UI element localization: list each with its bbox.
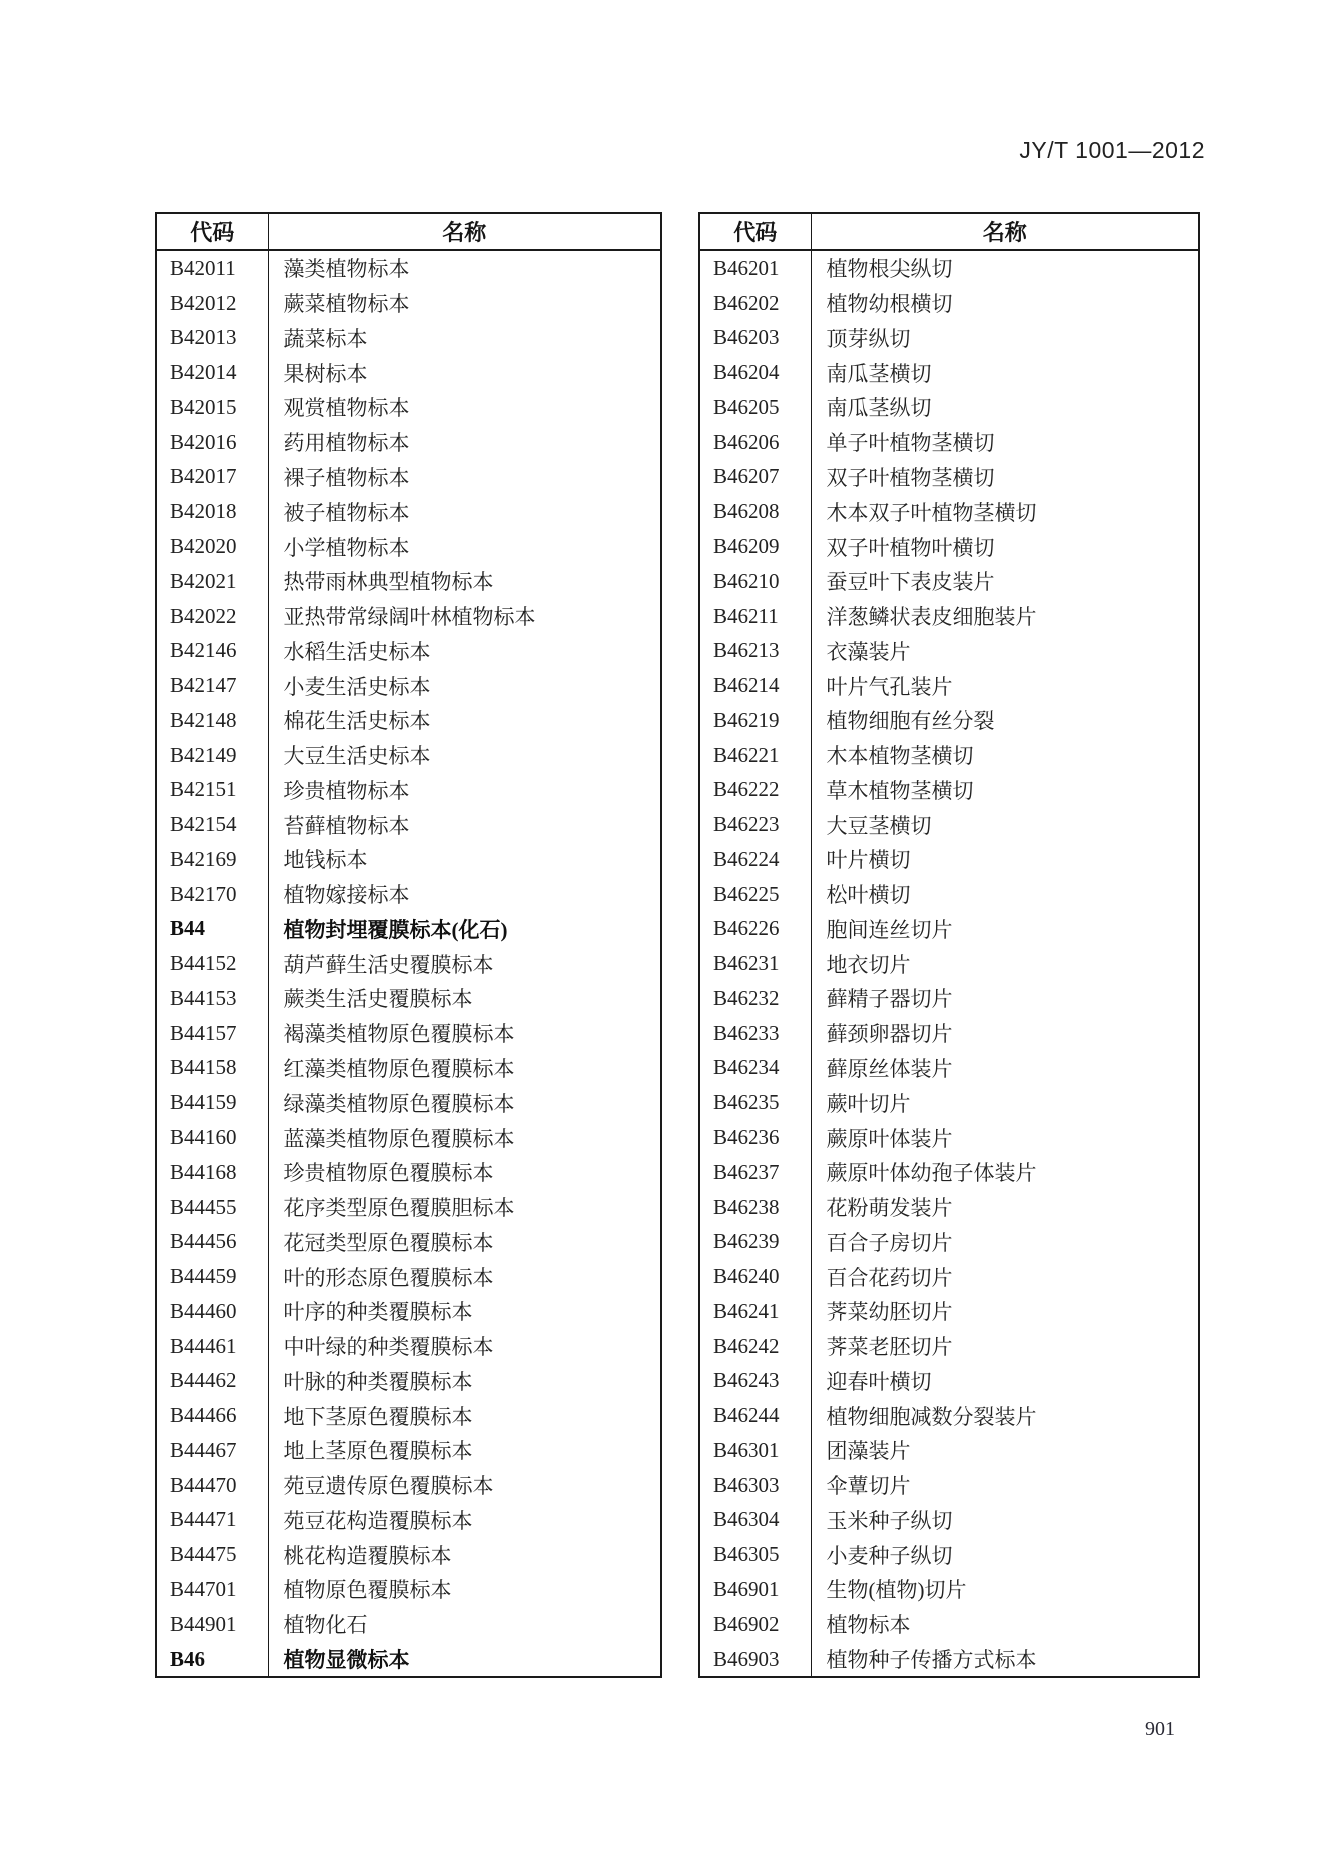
name-cell: 植物细胞有丝分裂 (826, 709, 995, 734)
name-cell: 小麦种子纵切 (826, 1543, 953, 1568)
table-row (156, 529, 661, 564)
code-cell: B42022 (156, 599, 268, 634)
table-row (699, 286, 1199, 321)
name-cell: 叶序的种类覆膜标本 (283, 1300, 473, 1325)
table-row (156, 946, 661, 981)
name-cell: 植物根尖纵切 (826, 257, 953, 282)
code-cell: B44168 (156, 1155, 268, 1190)
name-cell: 南瓜茎纵切 (826, 396, 932, 421)
code-cell: B44 (156, 912, 268, 947)
name-cell: 小麦生活史标本 (283, 674, 431, 699)
name-cell: 木本双子叶植物茎横切 (826, 500, 1037, 525)
table-row (156, 1085, 661, 1120)
table-row (699, 1294, 1199, 1329)
table-row (156, 668, 661, 703)
name-cell: 蔬菜标本 (283, 326, 368, 351)
code-cell: B46240 (699, 1259, 811, 1294)
code-cell: B46213 (699, 633, 811, 668)
code-cell: B46233 (699, 1016, 811, 1051)
table-row (699, 1537, 1199, 1572)
table-row (156, 1503, 661, 1538)
table-row (699, 877, 1199, 912)
table-row (699, 1468, 1199, 1503)
table-row (156, 981, 661, 1016)
code-cell: B46232 (699, 981, 811, 1016)
name-cell: 藓原丝体装片 (826, 1056, 953, 1081)
table-row (156, 494, 661, 529)
code-column-header: 代码 (699, 213, 811, 250)
code-cell: B46204 (699, 355, 811, 390)
table-row (699, 1120, 1199, 1155)
table-row (699, 1433, 1199, 1468)
code-cell: B44459 (156, 1259, 268, 1294)
code-cell: B46211 (699, 599, 811, 634)
name-column-header: 名称 (811, 213, 1199, 250)
table-row (156, 1607, 661, 1642)
code-cell: B42020 (156, 529, 268, 564)
name-cell: 地钱标本 (283, 848, 368, 873)
table-row (156, 1398, 661, 1433)
table-row (699, 807, 1199, 842)
table-row (156, 425, 661, 460)
code-cell: B42149 (156, 738, 268, 773)
code-cell: B42146 (156, 633, 268, 668)
table-row (699, 1503, 1199, 1538)
table-row (699, 1329, 1199, 1364)
name-cell: 地上茎原色覆膜标本 (283, 1439, 473, 1464)
table-row (699, 703, 1199, 738)
table-row (699, 355, 1199, 390)
table-row (156, 807, 661, 842)
code-cell: B46242 (699, 1329, 811, 1364)
code-cell: B44159 (156, 1085, 268, 1120)
name-cell: 红藻类植物原色覆膜标本 (283, 1056, 515, 1081)
table-row (156, 1572, 661, 1607)
table-row (699, 1085, 1199, 1120)
name-cell: 生物(植物)切片 (826, 1578, 967, 1603)
name-cell: 松叶横切 (826, 883, 911, 908)
name-cell: 单子叶植物茎横切 (826, 431, 995, 456)
code-cell: B44153 (156, 981, 268, 1016)
code-cell: B46243 (699, 1364, 811, 1399)
name-cell: 葫芦藓生活史覆膜标本 (283, 952, 494, 977)
code-cell: B44470 (156, 1468, 268, 1503)
code-cell: B42012 (156, 286, 268, 321)
name-cell: 百合花药切片 (826, 1265, 953, 1290)
name-cell: 地衣切片 (826, 952, 911, 977)
code-cell: B42151 (156, 772, 268, 807)
table-row (156, 1155, 661, 1190)
table-row (699, 772, 1199, 807)
table-row (156, 772, 661, 807)
name-cell: 被子植物标本 (283, 500, 410, 525)
table-row (156, 1364, 661, 1399)
table-row (156, 1433, 661, 1468)
code-cell: B46209 (699, 529, 811, 564)
table-row (699, 564, 1199, 599)
name-cell: 苑豆花构造覆膜标本 (283, 1508, 473, 1533)
table-row (699, 529, 1199, 564)
name-cell: 植物封埋覆膜标本(化石) (283, 917, 508, 942)
name-cell: 迎春叶横切 (826, 1369, 932, 1394)
name-cell: 百合子房切片 (826, 1230, 953, 1255)
table-row (156, 564, 661, 599)
name-cell: 团藻装片 (826, 1439, 911, 1464)
table-row (156, 703, 661, 738)
code-cell: B42013 (156, 321, 268, 356)
table-row (156, 1468, 661, 1503)
name-cell: 褐藻类植物原色覆膜标本 (283, 1022, 515, 1047)
code-cell: B46236 (699, 1120, 811, 1155)
name-cell: 顶芽纵切 (826, 326, 911, 351)
name-cell: 衣藻装片 (826, 639, 911, 664)
table-row (699, 1259, 1199, 1294)
code-cell: B46208 (699, 494, 811, 529)
code-cell: B44157 (156, 1016, 268, 1051)
table-row (699, 1224, 1199, 1259)
code-cell: B44462 (156, 1364, 268, 1399)
code-cell: B44160 (156, 1120, 268, 1155)
code-cell: B46226 (699, 912, 811, 947)
code-cell: B46 (156, 1642, 268, 1678)
table-row (699, 494, 1199, 529)
name-cell: 荠菜老胚切片 (826, 1335, 953, 1360)
table-row (156, 912, 661, 947)
name-cell: 草木植物茎横切 (826, 778, 974, 803)
name-cell: 叶片横切 (826, 848, 911, 873)
name-cell: 热带雨林典型植物标本 (283, 570, 494, 595)
table-row (699, 738, 1199, 773)
table-row (156, 1051, 661, 1086)
code-cell: B46901 (699, 1572, 811, 1607)
table-row (156, 842, 661, 877)
code-cell: B42014 (156, 355, 268, 390)
table-row (156, 321, 661, 356)
code-cell: B44467 (156, 1433, 268, 1468)
code-cell: B44475 (156, 1537, 268, 1572)
name-cell: 植物显微标本 (283, 1648, 410, 1672)
code-table-right (698, 212, 1200, 1678)
code-cell: B44158 (156, 1051, 268, 1086)
name-cell: 蕨原叶体装片 (826, 1126, 953, 1151)
name-cell: 苑豆遗传原色覆膜标本 (283, 1474, 494, 1499)
code-cell: B46239 (699, 1224, 811, 1259)
code-cell: B42148 (156, 703, 268, 738)
name-cell: 蕨类生活史覆膜标本 (283, 987, 473, 1012)
table-row (156, 633, 661, 668)
page-number: 901 (1145, 1718, 1175, 1740)
code-cell: B42169 (156, 842, 268, 877)
table-row (156, 390, 661, 425)
code-cell: B46206 (699, 425, 811, 460)
name-cell: 伞蕈切片 (826, 1474, 911, 1499)
code-cell: B46219 (699, 703, 811, 738)
code-column-header: 代码 (156, 213, 268, 250)
table-row (156, 1190, 661, 1225)
code-cell: B46222 (699, 772, 811, 807)
table-row (156, 1294, 661, 1329)
table-row (699, 250, 1199, 286)
code-cell: B42021 (156, 564, 268, 599)
code-table-left (155, 212, 662, 1678)
code-cell: B46235 (699, 1085, 811, 1120)
name-cell: 水稻生活史标本 (283, 639, 431, 664)
code-cell: B44701 (156, 1572, 268, 1607)
table-row (156, 460, 661, 495)
code-cell: B42011 (156, 250, 268, 286)
name-cell: 观赏植物标本 (283, 396, 410, 421)
name-cell: 蕨叶切片 (826, 1091, 911, 1116)
code-cell: B46205 (699, 390, 811, 425)
name-cell: 双子叶植物茎横切 (826, 465, 995, 490)
table-row (699, 1572, 1199, 1607)
table-row (699, 946, 1199, 981)
code-cell: B46221 (699, 738, 811, 773)
code-cell: B46237 (699, 1155, 811, 1190)
code-cell: B46203 (699, 321, 811, 356)
code-cell: B46225 (699, 877, 811, 912)
code-cell: B44901 (156, 1607, 268, 1642)
table-row (156, 599, 661, 634)
name-cell: 果树标本 (283, 361, 368, 386)
name-cell: 蕨原叶体幼孢子体装片 (826, 1161, 1037, 1186)
name-cell: 木本植物茎横切 (826, 744, 974, 769)
code-cell: B46223 (699, 807, 811, 842)
name-cell: 胞间连丝切片 (826, 917, 953, 942)
name-cell: 地下茎原色覆膜标本 (283, 1404, 473, 1429)
table-row (156, 1259, 661, 1294)
code-cell: B44456 (156, 1224, 268, 1259)
name-cell: 藻类植物标本 (283, 257, 410, 282)
code-cell: B42016 (156, 425, 268, 460)
name-cell: 花冠类型原色覆膜标本 (283, 1230, 494, 1255)
standard-number-header: JY/T 1001—2012 (1019, 137, 1205, 163)
table-row (699, 842, 1199, 877)
name-cell: 植物化石 (283, 1613, 368, 1638)
table-row (699, 425, 1199, 460)
table-row (699, 1607, 1199, 1642)
name-cell: 大豆茎横切 (826, 813, 932, 838)
table-row (699, 599, 1199, 634)
code-cell: B42154 (156, 807, 268, 842)
name-column-header: 名称 (268, 213, 661, 250)
code-cell: B42017 (156, 460, 268, 495)
code-cell: B46214 (699, 668, 811, 703)
table-row (156, 1224, 661, 1259)
code-cell: B46238 (699, 1190, 811, 1225)
name-cell: 荠菜幼胚切片 (826, 1300, 953, 1325)
name-cell: 藓颈卵器切片 (826, 1022, 953, 1047)
name-cell: 蚕豆叶下表皮装片 (826, 570, 995, 595)
table-row (156, 286, 661, 321)
table-header-row (699, 213, 1199, 250)
name-cell: 植物种子传播方式标本 (826, 1648, 1037, 1672)
table-row (156, 1016, 661, 1051)
code-cell: B42170 (156, 877, 268, 912)
code-cell: B46234 (699, 1051, 811, 1086)
name-cell: 洋葱鳞状表皮细胞装片 (826, 605, 1037, 630)
name-cell: 植物原色覆膜标本 (283, 1578, 452, 1603)
table-row (156, 250, 661, 286)
code-cell: B46304 (699, 1503, 811, 1538)
table-row (156, 355, 661, 390)
table-row (156, 1537, 661, 1572)
table-row (699, 1016, 1199, 1051)
table-row (156, 738, 661, 773)
name-cell: 花序类型原色覆膜胆标本 (283, 1196, 515, 1221)
name-cell: 小学植物标本 (283, 535, 410, 560)
name-cell: 亚热带常绿阔叶林植物标本 (283, 605, 536, 630)
code-cell: B44466 (156, 1398, 268, 1433)
table-row (699, 390, 1199, 425)
code-cell: B46231 (699, 946, 811, 981)
name-cell: 叶的形态原色覆膜标本 (283, 1265, 494, 1290)
table-row (699, 912, 1199, 947)
name-cell: 植物嫁接标本 (283, 883, 410, 908)
table-row (699, 668, 1199, 703)
code-cell: B46210 (699, 564, 811, 599)
name-cell: 叶脉的种类覆膜标本 (283, 1369, 473, 1394)
name-cell: 植物幼根横切 (826, 292, 953, 317)
code-cell: B46241 (699, 1294, 811, 1329)
name-cell: 双子叶植物叶横切 (826, 535, 995, 560)
table-row (156, 1329, 661, 1364)
name-cell: 苔藓植物标本 (283, 813, 410, 838)
name-cell: 花粉萌发装片 (826, 1196, 953, 1221)
name-cell: 桃花构造覆膜标本 (283, 1543, 452, 1568)
code-cell: B46303 (699, 1468, 811, 1503)
code-cell: B46202 (699, 286, 811, 321)
name-cell: 棉花生活史标本 (283, 709, 431, 734)
code-cell: B46207 (699, 460, 811, 495)
name-cell: 蓝藻类植物原色覆膜标本 (283, 1126, 515, 1151)
table-row (699, 460, 1199, 495)
name-cell: 珍贵植物原色覆膜标本 (283, 1161, 494, 1186)
code-cell: B42015 (156, 390, 268, 425)
code-cell: B44461 (156, 1329, 268, 1364)
table-row (699, 1051, 1199, 1086)
name-cell: 大豆生活史标本 (283, 744, 431, 769)
name-cell: 珍贵植物标本 (283, 778, 410, 803)
name-cell: 植物细胞减数分裂装片 (826, 1404, 1037, 1429)
code-cell: B46244 (699, 1398, 811, 1433)
table-row (156, 1642, 661, 1678)
code-cell: B46201 (699, 250, 811, 286)
table-row (156, 1120, 661, 1155)
code-cell: B46301 (699, 1433, 811, 1468)
table-row (699, 1398, 1199, 1433)
code-cell: B46224 (699, 842, 811, 877)
name-cell: 植物标本 (826, 1613, 911, 1638)
name-cell: 蕨菜植物标本 (283, 292, 410, 317)
table-row (699, 1190, 1199, 1225)
table-header-row (156, 213, 661, 250)
name-cell: 裸子植物标本 (283, 465, 410, 490)
table-row (699, 633, 1199, 668)
code-cell: B42147 (156, 668, 268, 703)
code-cell: B46902 (699, 1607, 811, 1642)
code-cell: B46903 (699, 1642, 811, 1678)
name-cell: 药用植物标本 (283, 431, 410, 456)
name-cell: 南瓜茎横切 (826, 361, 932, 386)
code-cell: B44471 (156, 1503, 268, 1538)
code-cell: B42018 (156, 494, 268, 529)
table-row (699, 1155, 1199, 1190)
table-row (699, 1642, 1199, 1678)
name-cell: 叶片气孔装片 (826, 674, 953, 699)
name-cell: 绿藻类植物原色覆膜标本 (283, 1091, 515, 1116)
table-row (699, 981, 1199, 1016)
table-row (156, 877, 661, 912)
code-cell: B44460 (156, 1294, 268, 1329)
code-cell: B44455 (156, 1190, 268, 1225)
name-cell: 玉米种子纵切 (826, 1508, 953, 1533)
table-row (699, 321, 1199, 356)
code-cell: B46305 (699, 1537, 811, 1572)
code-cell: B44152 (156, 946, 268, 981)
name-cell: 中叶绿的种类覆膜标本 (283, 1335, 494, 1360)
name-cell: 藓精子器切片 (826, 987, 953, 1012)
table-row (699, 1364, 1199, 1399)
